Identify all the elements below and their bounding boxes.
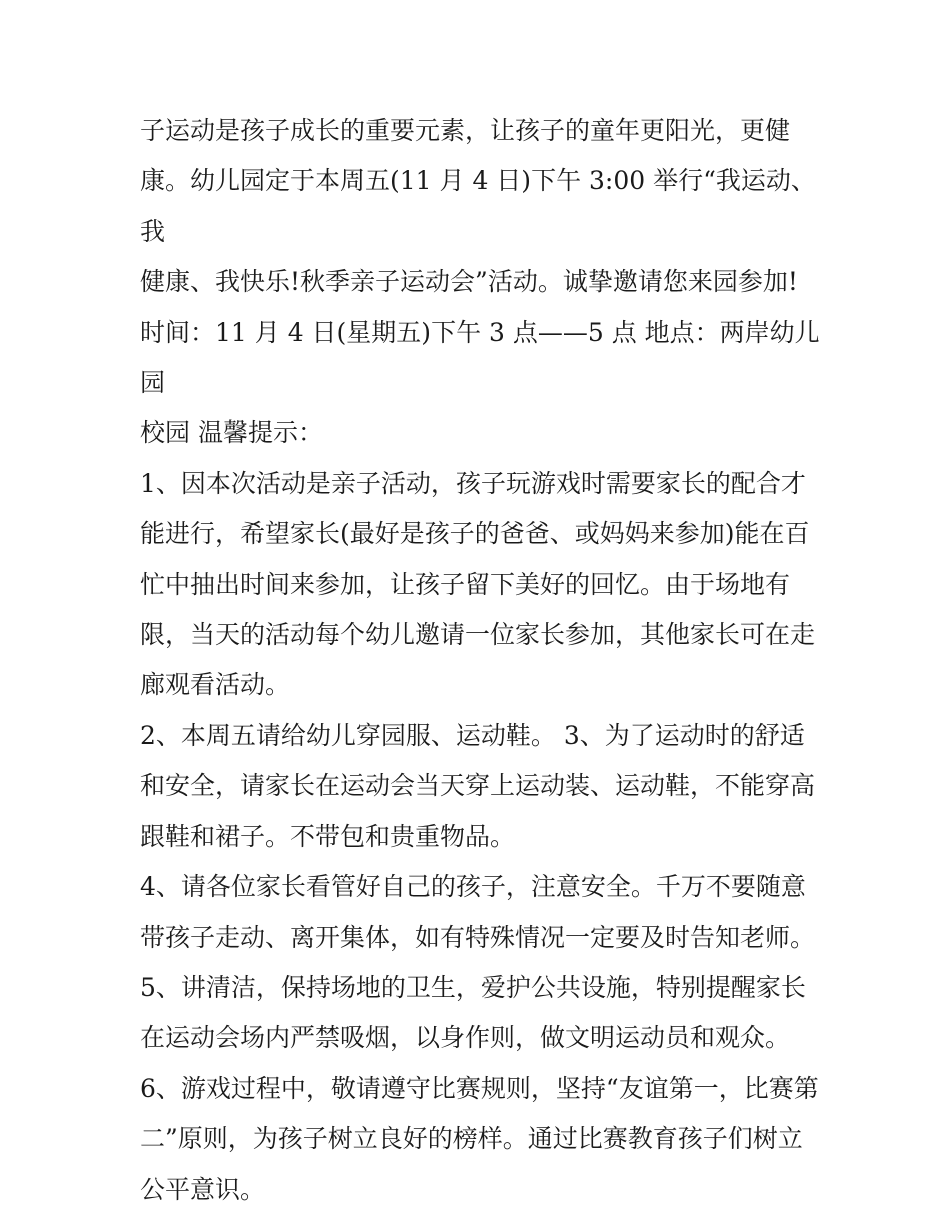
document-body bbox=[140, 106, 820, 1215]
text-line: 1、因本次活动是亲子活动，孩子玩游戏时需要家长的配合才 bbox=[140, 468, 806, 498]
text-line: 廊观看活动。 bbox=[140, 670, 291, 700]
text-line: 6、游戏过程中，敬请遵守比赛规则，坚持“友谊第一，比赛第 bbox=[140, 1073, 819, 1103]
text-line: 和安全，请家长在运动会当天穿上运动装、运动鞋，不能穿高 bbox=[140, 771, 816, 801]
text-line: 在运动会场内严禁吸烟，以身作则，做文明运动员和观众。 bbox=[140, 1023, 791, 1053]
text-line: 4、请各位家长看管好自己的孩子，注意安全。千万不要随意 bbox=[140, 872, 806, 902]
text-line: 健康、我快乐!秋季亲子运动会”活动。诚挚邀请您来园参加! bbox=[140, 267, 798, 297]
text-line: 康。幼儿园定于本周五(11 月 4 日)下午 3:00 举行“我运动、我 bbox=[140, 166, 816, 246]
text-line: 子运动是孩子成长的重要元素，让孩子的童年更阳光，更健 bbox=[140, 116, 791, 145]
text-line: 带孩子走动、离开集体，如有特殊情况一定要及时告知老师。 bbox=[140, 922, 816, 952]
text-line: 忙中抽出时间来参加，让孩子留下美好的回忆。由于场地有 bbox=[140, 569, 791, 599]
text-line: 2、本周五请给幼儿穿园服、运动鞋。 3、为了运动时的舒适 bbox=[140, 720, 805, 750]
text-line: 限，当天的活动每个幼儿邀请一位家长参加，其他家长可在走 bbox=[140, 620, 816, 650]
text-line: 能进行，希望家长(最好是孩子的爸爸、或妈妈来参加)能在百 bbox=[140, 519, 810, 549]
text-line: 二”原则，为孩子树立良好的榜样。通过比赛教育孩子们树立 bbox=[140, 1124, 803, 1154]
text-line: 5、讲清洁，保持场地的卫生，爱护公共设施，特别提醒家长 bbox=[140, 972, 806, 1002]
text-line: 跟鞋和裙子。不带包和贵重物品。 bbox=[140, 821, 516, 851]
text-line: 校园 温馨提示： bbox=[140, 418, 323, 448]
text-line: 时间：11 月 4 日(星期五)下午 3 点——5 点 地点：两岸幼儿园 bbox=[140, 317, 820, 398]
text-line: 公平意识。 bbox=[140, 1174, 266, 1204]
